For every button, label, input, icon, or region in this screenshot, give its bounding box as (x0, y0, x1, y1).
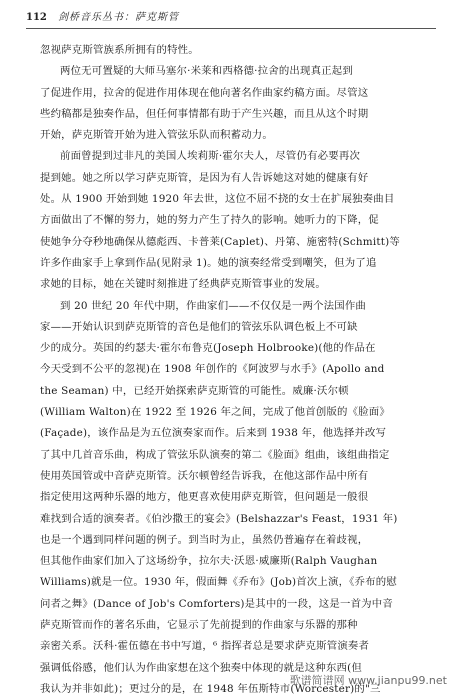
text-line: 难找到合适的演奏者。《伯沙撒王的宴会》(Belshazzar's Feast，1931 年) (40, 512, 398, 525)
text-line: 了促进作用，拉舍的促进作用体现在他向著名作曲家约稿方面。尽管这 (40, 86, 369, 99)
text-line: Williams)就是一位。1930 年，假面舞《乔布》(Job)首次上演，《乔布的慰 (40, 576, 397, 589)
series-title: 剑桥音乐丛书：萨克斯管 (58, 12, 180, 23)
text-line: 也是一个遇到同样问题的例子。到当时为止，虽然仍普遍存在着歧视， (40, 533, 369, 546)
text-line: 我认为并非如此)；更过分的是，在 1948 年伍斯特市(Worcester)的"三 (40, 682, 381, 695)
text-line: 使用英国管或中音萨克斯管。沃尔顿曾经告诉我，在他这部作品中所有 (40, 469, 369, 482)
text-line: 了其中几首音乐曲，构成了管弦乐队演奏的第二《脸面》组曲，该组曲指定 (40, 448, 390, 461)
page-header (26, 12, 436, 24)
text-line: 求她的目标，她在关键时刻推进了经典萨克斯管事业的发展。 (40, 278, 326, 291)
watermark: 歌谱简谱网 www.jianpu99.net (289, 674, 447, 687)
text-line: 使她争分夺秒地确保从德彪西、卡普莱(Caplet)、丹第、施密特(Schmitt)等 (40, 235, 400, 248)
text-line: 到 20 世纪 20 年代中期，作曲家们——不仅仅是一两个法国作曲 (60, 299, 367, 312)
text-line: the Seaman) 中，已经开始探索萨克斯管的可能性。威廉·沃尔顿 (40, 384, 349, 397)
page-number: 112 (26, 12, 47, 23)
text-line: 方面做出了不懈的努力，她的努力产生了持久的影响。她听力的下降，促 (40, 214, 379, 227)
text-line: 今天受到不公平的忽视)在 1908 年创作的《阿波罗与水手》(Apollo and (40, 363, 385, 376)
text-line: 处。从 1900 开始到她 1920 年去世，这位不屈不挠的女士在扩展独奏曲目 (40, 193, 395, 206)
text-line: 前面曾提到过非凡的美国人埃莉斯·霍尔夫人，尽管仍有必要再次 (60, 150, 361, 163)
text-line: 强调低俗感，他们认为作曲家想在这个独奏中体现的就是这种东西(但 (40, 661, 362, 674)
text-line: 指定使用这两种乐器的地方，他更喜欢使用萨克斯管，但问题是一般很 (40, 491, 369, 504)
text-line: 忽视萨克斯管族系所拥有的特性。 (40, 44, 199, 56)
text-line: (Façade)，该作品是为五位演奏家而作。后来到 1938 年，他选择并改写 (40, 427, 387, 440)
text-line: (William Walton)在 1922 至 1926 年之间，完成了他首创版的《脸面》 (40, 406, 390, 419)
text-line: 家——开始认识到萨克斯管的音色是他们的管弦乐队调色板上不可缺 (40, 320, 358, 333)
text-line: 提到她。她之所以学习萨克斯管，是因为有人告诉她这对她的健康有好 (40, 171, 369, 184)
text-line: 少的成分。英国的约瑟夫·霍尔布鲁克(Joseph Holbrooke)(他的作品在 (40, 342, 376, 355)
body-text (40, 40, 434, 700)
text-line: 萨克斯管而作的著名乐曲，它显示了先前提到的作曲家与乐器的那种 (40, 619, 358, 632)
text-line: 许多作曲家手上拿到作品(见附录 1)。她的演奏经常受到嘲笑，但为了追 (40, 256, 377, 269)
text-line: 问者之舞》(Dance of Job's Comforters)是其中的一段，这是一首为中音 (40, 597, 393, 610)
header-divider (26, 28, 436, 29)
text-line: 亲密关系。沃科·霍伍德在书中写道，⁶ 指挥者总是要求萨克斯管演奏者 (40, 640, 370, 653)
text-line: 但其他作曲家们加入了这场纷争，拉尔夫·沃恩·威廉斯(Ralph Vaughan (40, 555, 378, 568)
text-line: 开始，萨克斯管开始为进入管弦乐队而积蓄动力。 (40, 129, 273, 142)
text-line: 些约稿都是独奏作品，但任何事情都有助于产生兴趣，而且从这个时期 (40, 107, 369, 120)
text-line: 两位无可置疑的大师马塞尔·米莱和西格德·拉舍的出现真正起到 (60, 65, 353, 78)
